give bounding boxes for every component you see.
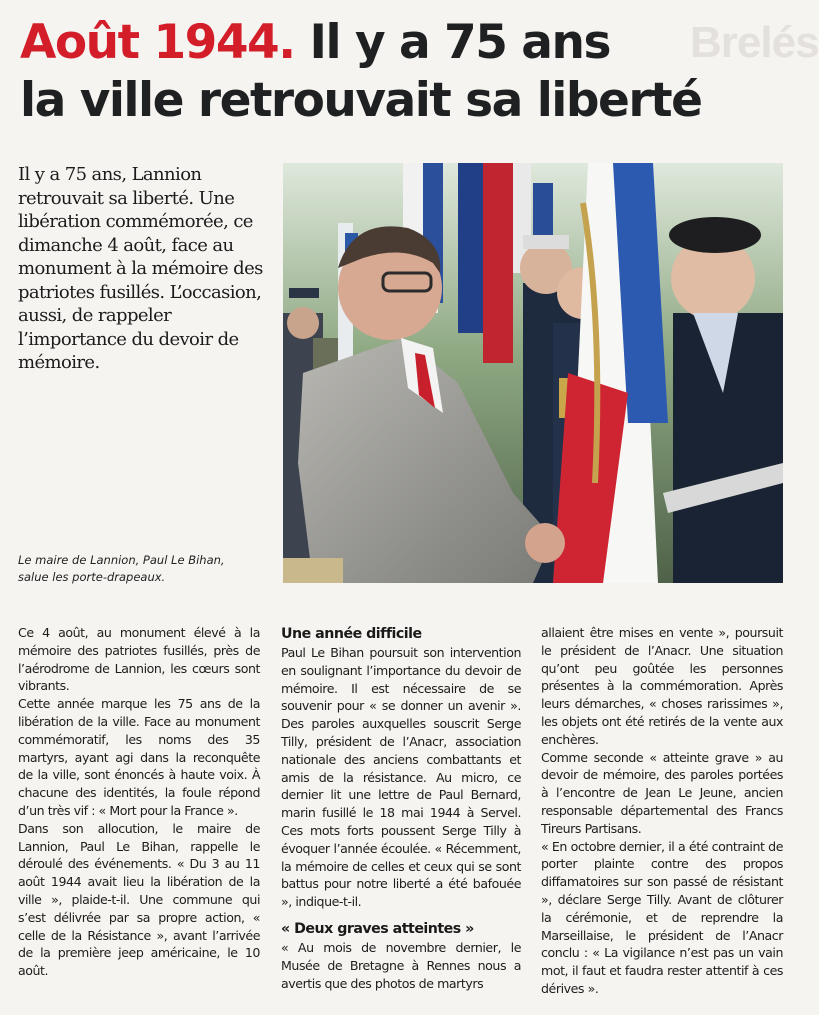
ceremony-photo-illustration <box>283 163 783 583</box>
article-column-2 <box>281 624 521 992</box>
article-lead: Il y a 75 ans, Lannion retrouvait sa liberté. Une libération commémorée, ce dimanche 4 août, face au monument à la mémoire des patriotes fusillés. L’occasion, aussi, de rappeler l’importance du devoir de mémoire. <box>18 164 263 373</box>
article-paragraph: allaient être mises en vente », poursuit le président de l’Anacr. Une situation qu’ont peu goûtée les personnes présentes à la commémoration. Après leurs démarches, « choses rarissimes », les objets ont été retirés de la vente aux enchères. <box>541 625 783 747</box>
article-paragraph: Dans son allocution, le maire de Lannion, Paul Le Bihan, rappelle le déroulé des événements. « Du 3 au 11 août 1944 avait lieu la libération de la ville », plaide-t-il. Une commune qui s’est délivrée par sa propre action, « celle de la Résistance », avant l’arrivée de la première jeep américaine, le 10 août. <box>18 820 260 979</box>
article-column-1 <box>18 624 260 980</box>
headline-line-2: la ville retrouvait sa liberté <box>20 73 702 128</box>
headline-kicker: Août 1944. <box>20 15 295 70</box>
headline-line-1: Il y a 75 ans <box>309 15 610 70</box>
headline <box>20 14 720 130</box>
article-column-3 <box>541 624 783 998</box>
photo-caption <box>18 552 273 586</box>
photo-caption-line-2: salue les porte-drapeaux. <box>18 570 166 584</box>
section-heading-difficult-year: Une année difficile <box>281 626 422 642</box>
article-paragraph: Ce 4 août, au monument élevé à la mémoire des patriotes fusillés, près de l’aérodrome de Lannion, les cœurs sont vibrants. <box>18 625 260 694</box>
photo-caption-line-1: Le maire de Lannion, Paul Le Bihan, <box>18 553 225 567</box>
article-paragraph: Comme seconde « atteinte grave » au devoir de mémoire, des paroles portées à l’encontre de Jean Le Jeune, ancien responsable départemental des Francs Tireurs Partisans. <box>541 749 783 836</box>
adjacent-page-ghost-title: Brelés <box>690 18 819 67</box>
ceremony-photo-icon <box>283 163 783 583</box>
article-paragraph: Cette année marque les 75 ans de la libération de la ville. Face au monument commémoratif, les noms des 35 martyrs, ayant agi dans la reconquête de la ville, sont énoncés à haute voix. À chacune des identités, la foule répond d’un très vif : « Mort pour la France ». <box>18 696 260 818</box>
article-paragraph: « Au mois de novembre dernier, le Musée de Bretagne à Rennes nous a avertis que des photos de martyrs <box>281 939 521 991</box>
article-paragraph: « En octobre dernier, il a été contraint de porter plainte contre des propos diffamatoires sur son passé de résistant », déclare Serge Tilly. Avant de clôturer la cérémonie, et de reprendre la Marseillaise, le président de l’Anacr conclu : « La vigilance n’est pas un vain mot, il faut et faudra rester attentif à ces dérives ». <box>541 838 783 996</box>
section-heading-two-attacks: « Deux graves atteintes » <box>281 920 474 937</box>
article-paragraph: Paul Le Bihan poursuit son intervention en soulignant l’importance du devoir de mémoire. Il est nécessaire de se souvenir pour « se donner un avenir ». Des paroles auxquelles souscrit Serge Tilly, président de l’Anacr, association nationale des anciens combattants et amis de la résistance. Au micro, ce dernier lit une lettre de Paul Bernard, marin fusillé le 18 mai 1944 à Servel. Ces mots forts poussent Serge Tilly à évoquer l’année écoulée. « Récemment, la mémoire de celles et ceux qui se sont battus pour notre liberté a été bafouée », indique-t-il. <box>281 645 521 910</box>
